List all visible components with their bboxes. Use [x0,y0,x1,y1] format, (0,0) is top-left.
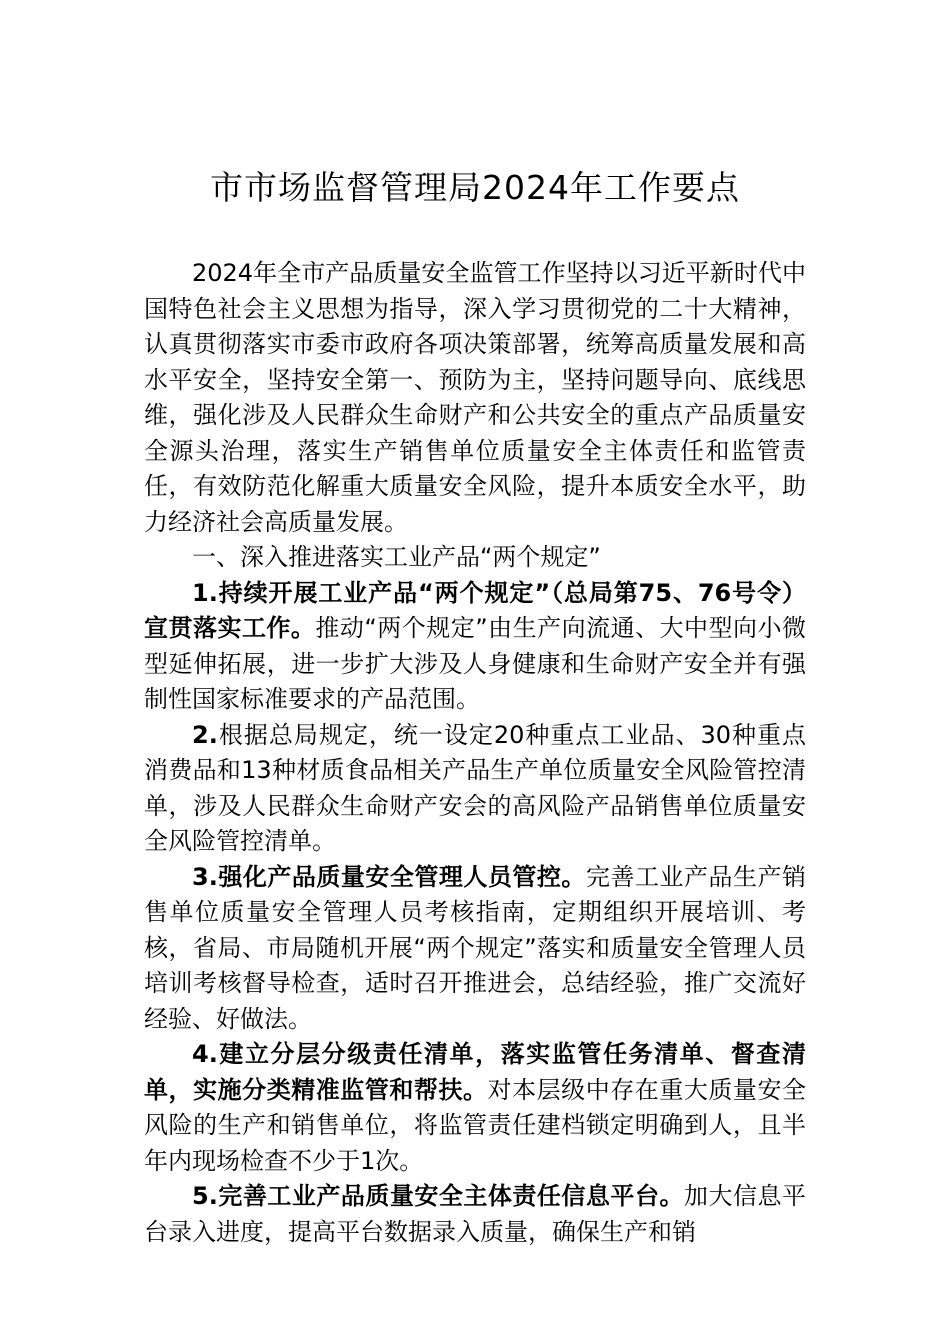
item-lead: 4.建立分层分级责任清单，落实监管任务清单、督查清单，实施分类精准监管和帮扶。 [144,1040,806,1104]
intro-paragraph: 2024年全市产品质量安全监管工作坚持以习近平新时代中国特色社会主义思想为指导，深入学习贯彻党的二十大精神，认真贯彻落实市委市政府各项决策部署，统筹高质量发展和高水平安全，坚持安全第一、预防为主，坚持问题导向、底线思维，强化涉及人民群众生命财产和公共安全的重点产品质量安全源头治理，落实生产销售单位质量安全主体责任和监管责任，有效防范化解重大质量安全风险，提升本质安全水平，助力经济社会高质量发展。 [144,259,806,536]
document-title: 市市场监督管理局2024年工作要点 [210,168,740,207]
item-lead: 1.持续开展工业产品“两个规定”（总局第75、76号令）宣贯落实工作。 [144,578,806,642]
item-paragraph-4 [144,1037,806,1179]
item-paragraph-5 [144,1179,806,1250]
item-paragraph-1 [144,576,806,718]
item-paragraph-3 [144,860,806,1038]
item-text: 完善工业产品生产销售单位质量安全管理人员考核指南，定期组织开展培训、考核，省局、市局随机开展“两个规定”落实和质量安全管理人员培训考核督导检查，适时召开推进会，总结经验，推广交流好经验、好做法。 [144,862,806,1033]
item-lead: 5.完善工业产品质量安全主体责任信息平台。 [192,1182,684,1210]
item-text: 加大信息平台录入进度，提高平台数据录入质量，确保生产和销 [144,1182,806,1246]
item-lead: 2. [192,720,218,749]
item-lead: 3.强化产品质量安全管理人员管控。 [192,862,586,891]
document-body [144,256,806,1250]
item-text: 对本层级中存在重大质量安全风险的生产和销售单位，将监管责任建档锁定明确到人，且半年内现场检查不少于1次。 [144,1075,807,1175]
item-paragraph-2 [144,718,806,860]
item-text: 推动“两个规定”由生产向流通、大中型向小微型延伸拓展，进一步扩大涉及人身健康和生命财产安全并有强制性国家标准要求的产品范围。 [144,614,806,713]
item-text: 根据总局规定，统一设定20种重点工业品、30种重点消费品和13种材质食品相关产品生产单位质量安全风险管控清单，涉及人民群众生命财产安会的高风险产品销售单位质量安全风险管控清单。 [144,720,806,855]
section-heading: 一、深入推进落实工业产品“两个规定” [192,543,601,571]
